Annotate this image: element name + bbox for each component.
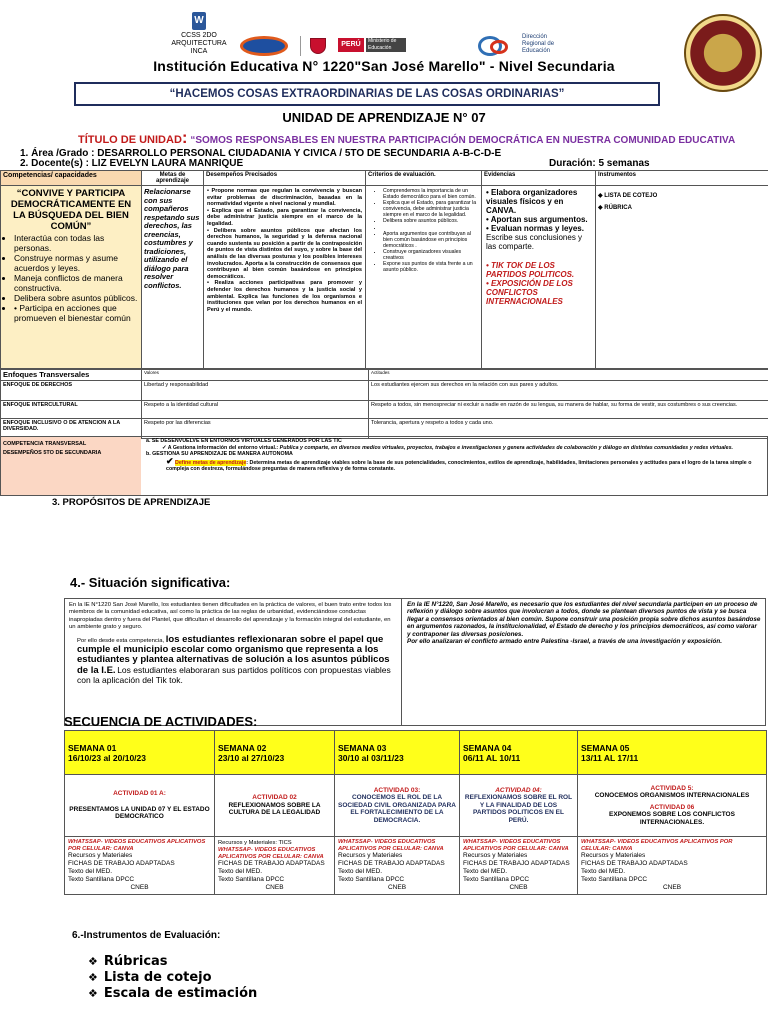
competencias-body-row	[1, 186, 768, 370]
criterios-cell	[366, 186, 482, 370]
dre-ring-red-icon	[490, 40, 508, 54]
enfoque-valor: Respeto a la identidad cultural	[142, 401, 369, 419]
ccss-logo	[168, 12, 230, 56]
col-instrumentos: Instrumentos	[596, 171, 768, 186]
logo-divider	[300, 36, 301, 56]
enfoque-name: ENFOQUE INCLUSIVO O DE ATENCION A LA DIVERSIDAD.	[1, 419, 142, 439]
propositos-heading: 3. PROPÓSITOS DE APRENDIZAJE	[52, 497, 211, 508]
transversal-a: a. SE DESENVUELVE EN ENTORNOS VIRTUALES GENERADOS POR LAS TIC	[146, 438, 342, 444]
diamond-bullet-icon: ❖	[88, 971, 98, 984]
instrumento-item: ◆ RÚBRICA	[598, 205, 632, 211]
capacidad-item: • Interactúa con todas las personas.	[14, 233, 138, 253]
activities-row	[65, 775, 767, 837]
criterio-item: • Aporta argumentos que contribuyan al bien común basándose en principios democráticos .	[383, 231, 478, 249]
transversal-a-item: ✓ A Gestiona información del entorno virtual.: Publica y comparte, en diversos medios virtuales, proyectos, trabajos e investigaciones y genera actividades de colaboración y diálogo en distintas comunidades y redes virtuales.	[162, 444, 734, 451]
competencia-cell	[1, 186, 142, 370]
transversal-label: COMPETENCIA TRANSVERSAL	[3, 441, 87, 447]
diamond-bullet-icon: ❖	[88, 955, 98, 968]
secuencia-title: SECUENCIA DE ACTIVIDADES:	[64, 714, 258, 729]
titulo-colon: :	[181, 128, 188, 147]
enfoques-col-valores: Valores	[142, 369, 369, 381]
secuencia-table	[64, 730, 767, 895]
situacion-title: 4.- Situación significativa:	[70, 575, 231, 590]
capacidad-item: • Construye normas y asume acuerdos y leyes.	[14, 253, 138, 273]
competencias-header-row	[1, 171, 768, 186]
enfoque-row	[1, 381, 768, 401]
resources-cell: WHATSSAP- VIDEOS EDUCATIVOS APLICATIVOS POR CELULAR: CANVA Recursos y Materiales FICHAS DE TRABAJO ADAPTADAS Texto del MED. Texto Santillana DPCC CNEB	[65, 837, 215, 895]
week-cell: SEMANA 03 30/10 al 03/11/23	[335, 731, 460, 775]
col-metas: Metas de aprendizaje	[142, 171, 204, 186]
diamond-bullet-icon: ❖	[88, 987, 98, 1000]
col-criterios: Criterios de evaluación.	[366, 171, 482, 186]
instrumentos-cell	[596, 186, 768, 370]
col-competencias: Competencias/ capacidades	[1, 171, 142, 186]
resources-cell: Recursos y Materiales: TICS WHATSSAP- VIDEOS EDUCATIVOS APLICATIVOS POR CELULAR: CANVA FICHAS DE TRABAJO ADAPTADAS Texto del MED. Texto Santillana DPCC CNEB	[215, 837, 335, 895]
enfoque-name: ENFOQUE DE DERECHOS	[1, 381, 142, 401]
transversal-content	[142, 437, 767, 495]
transversal-b-item: ✔ Define metas de aprendizaje: Determina metas de aprendizaje viables sobre la base de sus potencialidades, conocimientos, estilos de aprendizaje, habilidades, limitaciones personales y actitudes para el logro de la tarea simple o compleja con destreza, formulándose preguntas de manera reflexiva y de forma constante.	[166, 455, 752, 472]
situacion-left	[65, 599, 402, 725]
metas-cell: Relacionarse con sus compañeros respetando sus derechos, las creencias, costumbres y tradiciones, utilizando el diálogo para resolver conflictos.	[142, 186, 204, 370]
dre-label: Dirección Regional de Educación	[522, 34, 555, 54]
situacion-left-p2: Por ello desde esta competencia, los estudiantes reflexionaran sobre el papel que cumple el municipio escolar como organismo que representa a los estudiantes y plantea alternativas de solución a los asuntos públicos de la I.E. Los estudiantes elaboraran sus partidos políticos con propuestas viables con la aplicación del Tik tok.	[77, 633, 391, 686]
situacion-box	[64, 598, 766, 726]
enfoque-actitud: Tolerancia, apertura y respeto a todos y cada uno.	[369, 419, 768, 439]
instrumento-item: ◆ LISTA DE COTEJO	[598, 193, 658, 199]
capacidad-item: • Maneja conflictos de manera constructiva.	[14, 273, 138, 293]
criterio-item: • Delibera sobre asuntos públicos.	[383, 218, 478, 224]
titulo-unidad	[78, 128, 768, 148]
enfoque-actitud: Los estudiantes ejercen sus derechos en la relación con sus pares y adultos.	[369, 381, 768, 401]
check-icon: ✔	[166, 455, 174, 466]
criterio-item: • Explica que el Estado, para garantizar la convivencia, debe administrar justicia siempre en el marco de la legalidad.	[383, 200, 478, 218]
activity-cell: ACTIVIDAD 02 REFLEXIONAMOS SOBRE LA CULTURA DE LA LEGALIDAD	[215, 775, 335, 837]
evidencia-item: • Evaluan normas y leyes.	[486, 224, 584, 233]
titulo-label: TÍTULO DE UNIDAD	[78, 134, 182, 146]
week-cell: SEMANA 04 06/11 AL 10/11	[460, 731, 578, 775]
week-cell: SEMANA 02 23/10 al 27/10/23	[215, 731, 335, 775]
motto-banner: “HACEMOS COSAS EXTRAORDINARIAS DE LAS COSAS ORDINARIAS”	[74, 82, 660, 106]
instrumentos-list	[88, 954, 257, 1002]
enfoques-title: Enfoques Transversales	[1, 369, 142, 381]
evidencia-red-item: • EXPOSICIÓN DE LOS CONFLICTOS INTERNACIONALES	[486, 279, 573, 306]
resources-cell: WHATSSAP- VIDEOS EDUCATIVOS APLICATIVOS POR CELULAR: CANVA Recursos y Materiales FICHAS DE TRABAJO ADAPTADAS Texto del MED. Texto Santillana DPCC CNEB	[335, 837, 460, 895]
activity-cell: ACTIVIDAD 04: REFLEXIONAMOS SOBRE EL ROL Y LA FINALIDAD DE LOS PARTIDOS POLITICOS EN EL PERÚ.	[460, 775, 578, 837]
evidencia-red-item: • TIK TOK DE LOS PARTIDOS POLITICOS.	[486, 261, 575, 279]
titulo-text: “SOMOS RESPONSABLES EN NUESTRA PARTICIPACIÓN DEMOCRÁTICA EN NUESTRA COMUNIDAD EDUCATIVA	[190, 135, 736, 146]
enfoque-valor: Libertad y responsabilidad	[142, 381, 369, 401]
ugel-logo	[240, 36, 288, 56]
week-cell: SEMANA 05 13/11 AL 17/11	[578, 731, 767, 775]
enfoques-header-row	[1, 369, 768, 381]
evidencia-text: Escribe sus conclusiones y las comparte.	[486, 233, 583, 251]
instrumento-list-item: ❖ Rúbricas	[88, 954, 168, 969]
evidencias-cell	[482, 186, 596, 370]
capacidad-item: • • Participa en acciones que promueven el bienestar común	[14, 303, 138, 323]
enfoques-col-actitudes: Actitudes	[369, 369, 768, 381]
col-desempenos: Desempeños Precisados	[204, 171, 366, 186]
instrumentos-title: 6.-Instrumentos de Evaluación:	[72, 930, 221, 941]
criterio-item: • Comprendemos la importancia de un Estado democrático para el bien común.	[383, 188, 478, 200]
desempeno-item: • Realiza acciones participativas para promover y defender los derechos humanos y la justicia social y ambiental. Explica las funciones de los organismos e instituciones que velan por los derechos humanos en el Perú y el mundo.	[207, 280, 362, 313]
desempeno-item: • Explica que el Estado, para garantizar la convivencia, debe administrar justicia siempre en el marco de la legalidad.	[207, 207, 362, 227]
situacion-right-p2: Por ello analizaran el conflicto armado entre Palestina -Israel, a través de una investigación y exposición.	[407, 638, 722, 646]
situacion-right	[403, 599, 765, 725]
peru-shield-icon	[310, 38, 326, 54]
resources-cell: WHATSSAP- VIDEOS EDUCATIVOS APLICATIVOS POR CELULAR: CANVA Recursos y Materiales FICHAS DE TRABAJO ADAPTADAS Texto del MED. Texto Santillana DPCC CNEB	[578, 837, 767, 895]
activity-cell: ACTIVIDAD 01 A: PRESENTAMOS LA UNIDAD 07 Y EL ESTADO DEMOCRATICO	[65, 775, 215, 837]
school-seal-icon	[684, 14, 762, 92]
criterios-list	[369, 188, 478, 273]
competencia-transversal-box	[0, 436, 768, 496]
enfoque-name: ENFOQUE INTERCULTURAL	[1, 401, 142, 419]
resources-row	[65, 837, 767, 895]
docente: 2. Docente(s) : LIZ EVELYN LAURA MANRIQUE	[20, 158, 244, 169]
desempeno-item: • Delibera sobre asuntos públicos que afectan los derechos humanos, la seguridad y la defensa nacional cuando sustenta su posición a partir de la contraposición de puntos de vista distintos del suyo, y sobre la base del análisis de las diversas posturas y los posibles intereses involucrados. Aporta a la construcción de consensos que contribuyan al bien común basándose en principios democráticos.	[207, 227, 362, 280]
criterio-item: • Expone sus puntos de vista frente a un asunto público.	[383, 261, 478, 273]
desempenos-cell	[204, 186, 366, 370]
ccss-label: CCSS 2DO ARQUITECTURA INCA	[171, 32, 227, 55]
institution-title: Institución Educativa N° 1220"San José Marello" - Nivel Secundaria	[153, 58, 615, 74]
week-cell: SEMANA 01 16/10/23 al 20/10/23	[65, 731, 215, 775]
weeks-row	[65, 731, 767, 775]
desempenos-label: DESEMPEÑOS 5TO DE SECUNDARIA	[3, 450, 102, 456]
activity-cell: ACTIVIDAD 03: CONOCEMOS EL ROL DE LA SOCIEDAD CIVIL ORGANIZADA PARA EL FORTALECIMIENTO DE LA DEMOCRACIA.	[335, 775, 460, 837]
enfoque-row	[1, 401, 768, 419]
col-evidencias: Evidencias	[482, 171, 596, 186]
unidad-title: UNIDAD DE APRENDIZAJE N° 07	[282, 110, 486, 125]
transversal-labels	[1, 437, 141, 495]
duracion: Duración: 5 semanas	[549, 158, 650, 169]
evidencia-item: • Elabora organizadores visuales físicos y en CANVA.	[486, 188, 578, 215]
minedu-logo: Ministerio de Educación	[366, 38, 406, 52]
enfoques-table	[0, 368, 768, 439]
document-icon: W	[192, 12, 206, 30]
capacidad-item: • Delibera sobre asuntos públicos.	[14, 293, 138, 303]
capacidades-list	[4, 233, 138, 323]
resources-cell: WHATSSAP- VIDEOS EDUCATIVOS APLICATIVOS POR CELULAR: CANVA Recursos y Materiales FICHAS DE TRABAJO ADAPTADAS Texto del MED. Texto Santillana DPCC CNEB	[460, 837, 578, 895]
desempeno-item: • Propone normas que regulan la convivencia y buscan evitar problemas de discriminación, basadas en la normatividad vigente a nivel nacional y mundial.	[207, 188, 362, 208]
competencias-table	[0, 170, 768, 370]
instrumento-list-item: ❖ Escala de estimación	[88, 986, 258, 1001]
enfoque-actitud: Respeto a todos, sin menospreciar ni excluir a nadie en razón de su lengua, su manera de hablar, su forma de vestir, sus costumbres o sus creencias.	[369, 401, 768, 419]
area-grado: 1. Área /Grado : DESARROLLO PERSONAL CIUDADANIA Y CIVICA / 5TO DE SECUNDARIA A-B-C-D-E	[20, 148, 502, 159]
evidencia-item: • Aportan sus argumentos.	[486, 215, 588, 224]
situacion-left-p1: En la IE N°1220 San José Marello, los estudiantes tienen dificultades en la práctica de valores, el buen trato entre todos los miembros de la comunidad educativa, así como la práctica de las reglas de urbanidad, evidenciándose conductas inapropiadas dentro y fuera del Plantel, que dificultan el desarrollo del aprendizaje y la formación integral del estudiante, en un ambiente grato y seguro.	[69, 602, 392, 631]
peru-logo: PERÚ	[338, 38, 364, 52]
activity-cell: ACTIVIDAD 5: CONOCEMOS ORGANISMOS INTERNACIONALES ACTIVIDAD 06 EXPONEMOS SOBRE LOS CONFLICTOS INTERNACIONALES.	[578, 775, 767, 837]
situacion-right-p1: En la IE N°1220, San José Marello, es necesario que los estudiantes del nivel secundaria participen en un proceso de reflexión y diálogo sobre asuntos que involucran a todos, donde se plantean diversos puntos de vista y se busca llegar a consensos orientados al bien común. Supone construir una posición propia sobre dichos asuntos basándose en argumentos razonados, la institucionalidad, el Estado de derecho y los principios democráticos, así como valorar y contraponer las diversas posiciones.	[407, 601, 761, 638]
criterio-item: • Construye organizadores visuales creativos	[383, 249, 478, 261]
enfoque-valor: Respeto por las diferencias	[142, 419, 369, 439]
instrumento-list-item: ❖ Lista de cotejo	[88, 970, 212, 985]
competencia-title: “CONVIVE Y PARTICIPA DEMOCRÁTICAMENTE EN LA BÚSQUEDA DEL BIEN COMÚN”	[10, 188, 132, 232]
transversal-b: b. GESTIONA SU APRENDIZAJE DE MANERA AUTONOMA	[146, 451, 293, 457]
